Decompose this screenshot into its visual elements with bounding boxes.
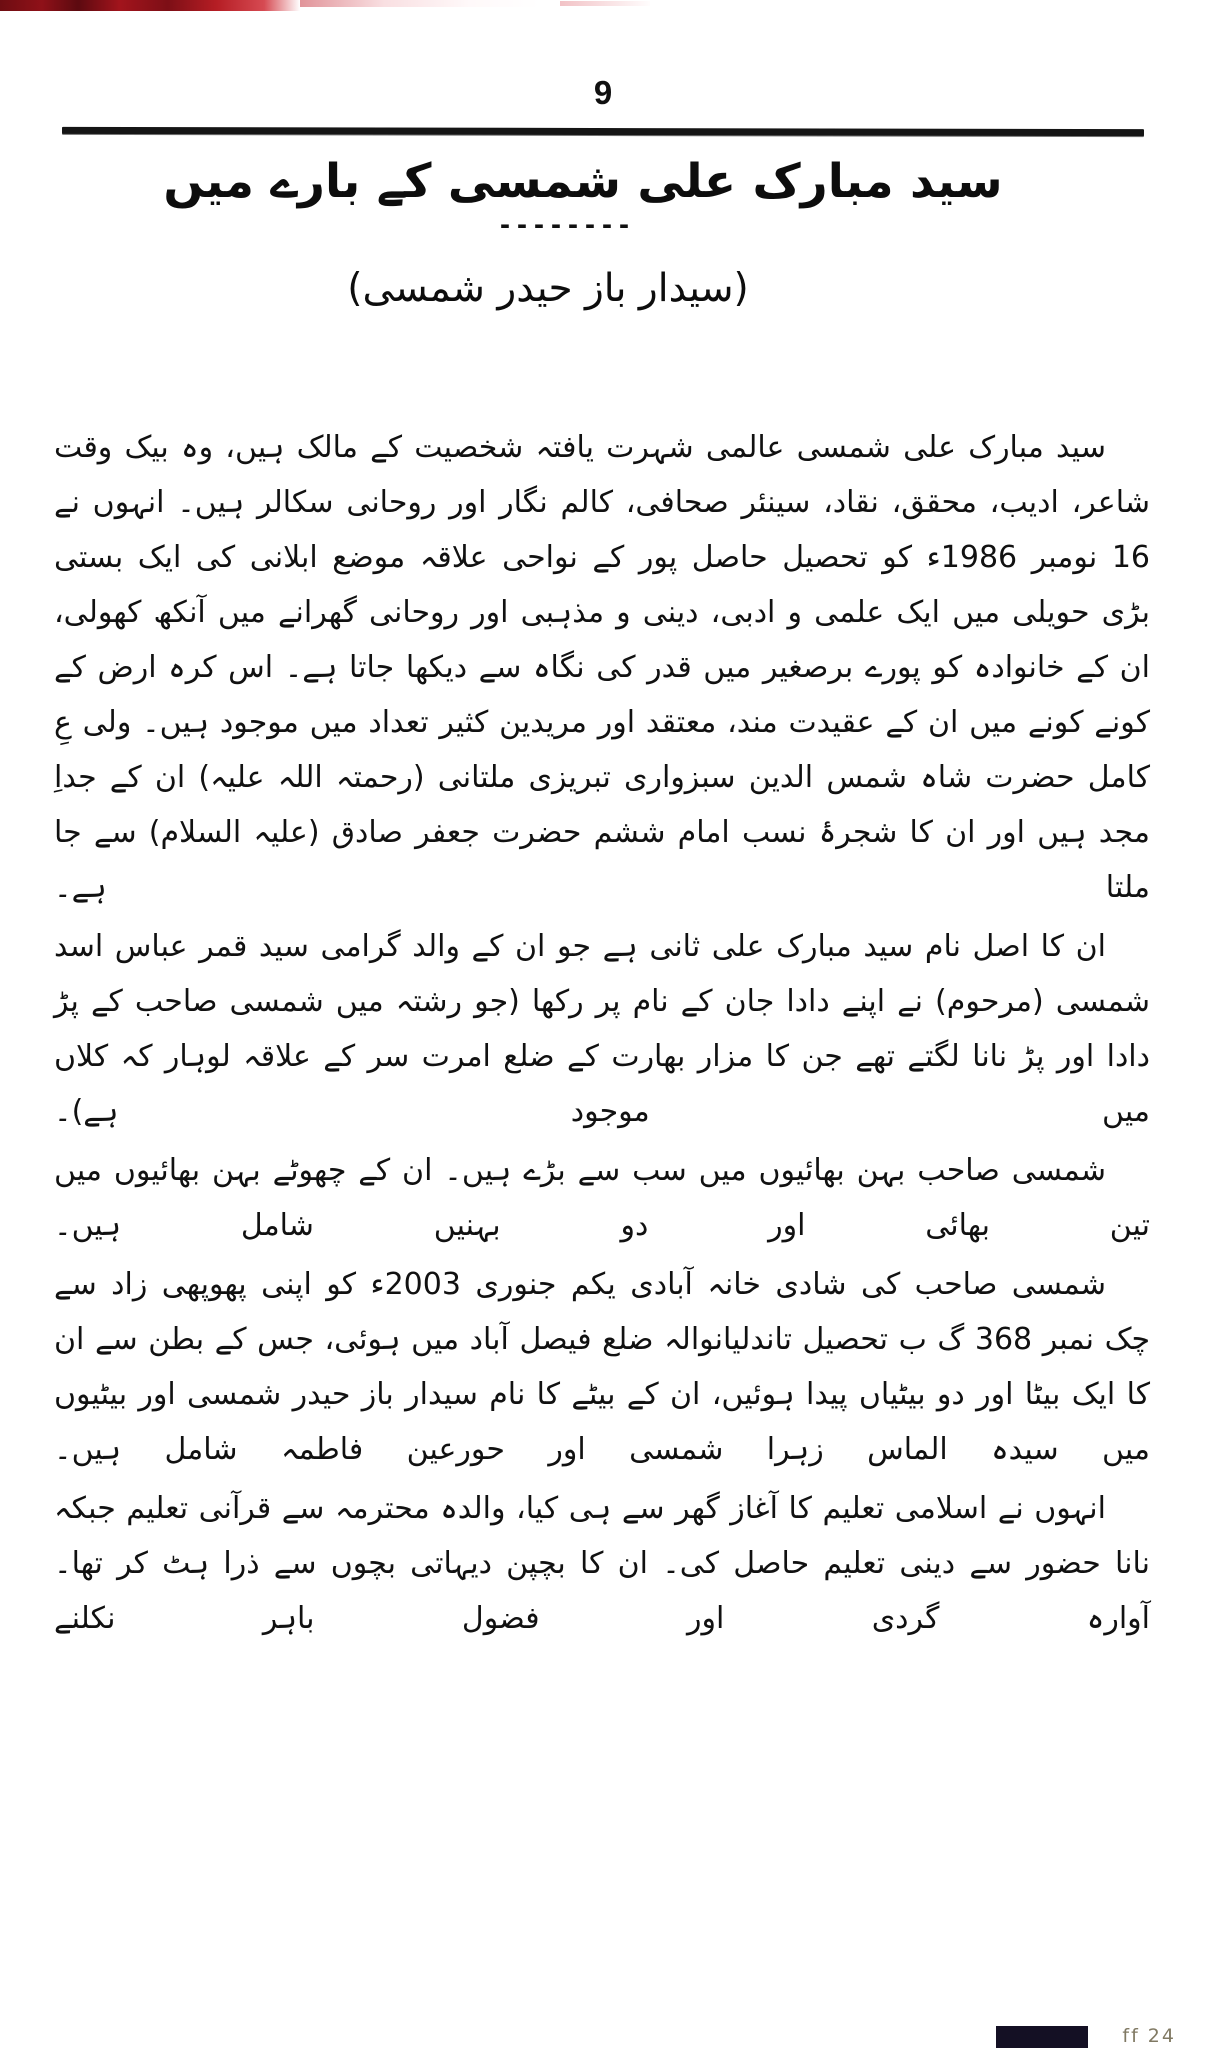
title-block — [0, 148, 1206, 311]
scan-artifact-bottom-band — [996, 2026, 1088, 2048]
page-number: 9 — [593, 74, 613, 111]
article-body — [54, 420, 1150, 1650]
header-divider-rule — [62, 127, 1144, 136]
scan-artifact-top-fleck — [300, 0, 540, 7]
author-byline: (سیدار باز حیدر شمسی) — [347, 266, 749, 312]
scan-artifact-top-fleck-right — [560, 1, 650, 6]
body-paragraph: انہوں نے اسلامی تعلیم کا آغاز گھر سے ہی کیا، والدہ محترمہ سے قرآنی تعلیم جبکہ نانا حضور سے دینی تعلیم حاصل کی۔ ان کا بچپن دیہاتی بچوں سے ذرا ہٹ کر تھا۔ آوارہ گردی اور فضول باہر نکلنے — [54, 1491, 1150, 1636]
body-paragraph: ان کا اصل نام سید مبارک علی ثانی ہے جو ان کے والد گرامی سید قمر عباس اسد شمسی (مرحوم) نے اپنے دادا جان کے نام پر رکھا (جو رشتہ میں شمسی صاحب کے پڑ دادا اور پڑ نانا لگتے تھے جن کا مزار بھارت کے ضلع امرت سر کے علاقہ لوہار کہ کلاں میں موجود ہے)۔ — [54, 929, 1150, 1129]
scan-artifact-bottom-text: ff 24 — [1122, 2025, 1176, 2047]
title-underline-dashes: -------- — [500, 208, 636, 242]
body-paragraph: شمسی صاحب کی شادی خانہ آبادی یکم جنوری 2003ء کو اپنی پھوپھی زاد سے چک نمبر 368 گ ب تحصیل تاندلیانوالہ ضلع فیصل آباد میں ہوئی، جس کے بطن سے ان کا ایک بیٹا اور دو بیٹیاں پیدا ہوئیں، ان کے بیٹے کا نام سیدار باز حیدر شمسی اور بیٹیوں میں سیدہ الماس زہرا شمسی اور حورعین فاطمہ شامل ہیں۔ — [54, 1267, 1150, 1467]
page-title: سید مبارک علی شمسی کے بارے میں — [163, 154, 1003, 209]
body-paragraph: شمسی صاحب بہن بھائیوں میں سب سے بڑے ہیں۔ ان کے چھوٹے بہن بھائیوں میں تین بھائی اور دو بہنیں شامل ہیں۔ — [54, 1153, 1150, 1243]
scan-artifact-top-edge — [0, 0, 300, 11]
body-paragraph: سید مبارک علی شمسی عالمی شہرت یافتہ شخصیت کے مالک ہیں، وہ بیک وقت شاعر، ادیب، محقق، نقاد، سینئر صحافی، کالم نگار اور روحانی سکالر ہیں۔ انہوں نے 16 نومبر 1986ء کو تحصیل حاصل پور کے نواحی علاقہ موضع ابلانی کی ایک بستی بڑی حویلی میں ایک علمی و ادبی، دینی و مذہبی اور روحانی گھرانے میں آنکھ کھولی، ان کے خانوادہ کو پورے برصغیر میں قدر کی نگاہ سے دیکھا جاتا ہے۔ اس کرہ ارض کے کونے کونے میں ان کے عقیدت مند، معتقد اور مریدین کثیر تعداد میں موجود ہیں۔ ولی عِ کامل حضرت شاہ شمس الدین سبزواری تبریزی ملتانی (رحمتہ اللہ علیہ) ان کے جداِ مجد ہیں اور ان کا شجرۂ نسب امام ششم حضرت جعفر صادق (علیہ السلام) سے جا ملتا ہے۔ — [54, 430, 1150, 905]
